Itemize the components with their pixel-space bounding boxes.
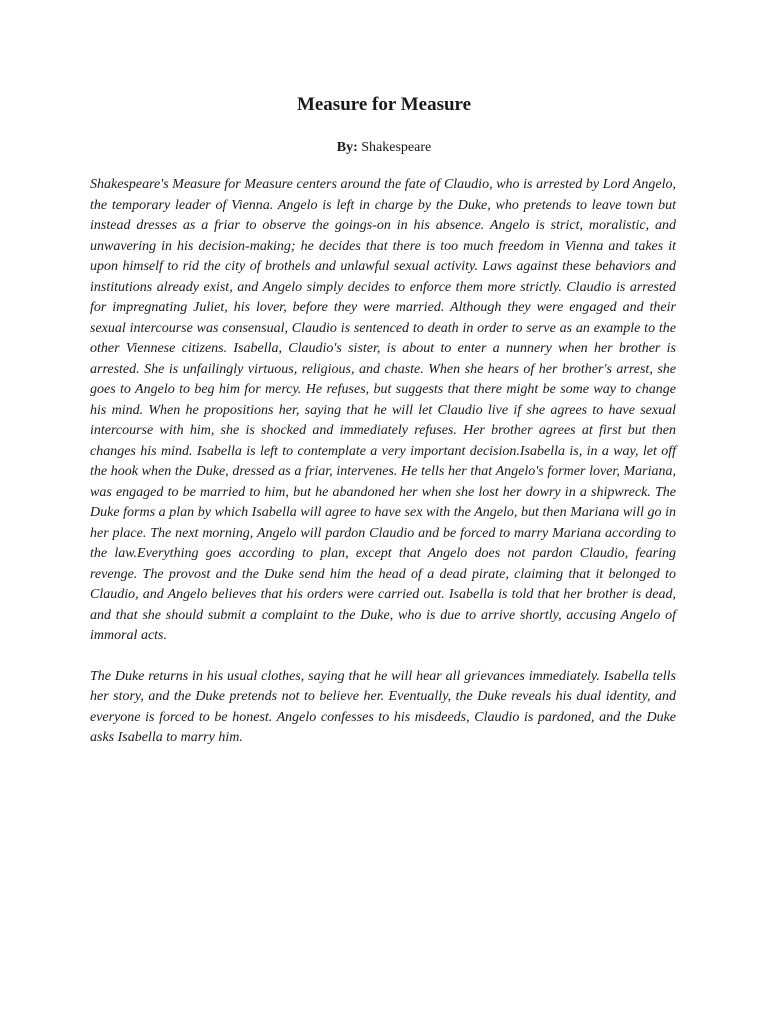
paragraph-2: The Duke returns in his usual clothes, saying that he will hear all grievances immediately. Isabella tells her story, and the Duke pretends not to believe her. Eventually, the Duke reveals his dual identity, and everyone is forced to be honest. Angelo confesses to his misdeeds, Claudio is pardoned, and the Duke asks Isabella to marry him. — [90, 668, 676, 745]
paragraph-1: Shakespeare's Measure for Measure centers around the fate of Claudio, who is arrested by Lord Angelo, the temporary leader of Vienna. Angelo is left in charge by the Duke, who pretends to leave town but instead dresses as a friar to observe the goings-on in his absence. Angelo is strict, moralistic, and unwavering in his decision-making; he decides that there is too much freedom in Vienna and takes it upon himself to rid the city of brothels and unlawful sexual activity. Laws against these behaviors and institutions already exist, and Angelo simply decides to enforce them more strictly. Claudio is arrested for impregnating Juliet, his lover, before they were married. Although they were engaged and their sexual intercourse was consensual, Claudio is sentenced to death in order to serve as an example to the other Viennese citizens. Isabella, Claudio's sister, is about to enter a nunnery when her brother is arrested. She is unfailingly virtuous, religious, and chaste. When she hears of her brother's arrest, she goes to Angelo to beg him for mercy. He refuses, but suggests that there might be some way to change his mind. When he propositions her, saying that he will let Claudio live if she agrees to have sexual intercourse with him, she is shocked and immediately refuses. Her brother agrees at first but then changes his mind. Isabella is left to contemplate a very important decision.Isabella is, in a way, let off the hook when the Duke, dressed as a friar, intervenes. He tells her that Angelo's former lover, Mariana, was engaged to be married to him, but he abandoned her when she lost her dowry in a shipwreck. The Duke forms a plan by which Isabella will agree to have sex with the Angelo, but then Mariana will go in her place. The next morning, Angelo will pardon Claudio and be forced to marry Mariana according to the law.Everything goes according to plan, except that Angelo does not pardon Claudio, fearing revenge. The provost and the Duke send him the head of a dead pirate, claiming that it belonged to Claudio, and Angelo believes that his orders were carried out. Isabella is told that her brother is dead, and that she should submit a complaint to the Duke, who is due to arrive shortly, accusing Angelo of immoral acts. — [90, 177, 676, 643]
byline — [0, 139, 768, 157]
document-body — [90, 175, 676, 769]
byline-label: By: — [336, 140, 358, 155]
author-name: Shakespeare — [361, 140, 432, 155]
document-title: Measure for Measure — [296, 94, 472, 115]
